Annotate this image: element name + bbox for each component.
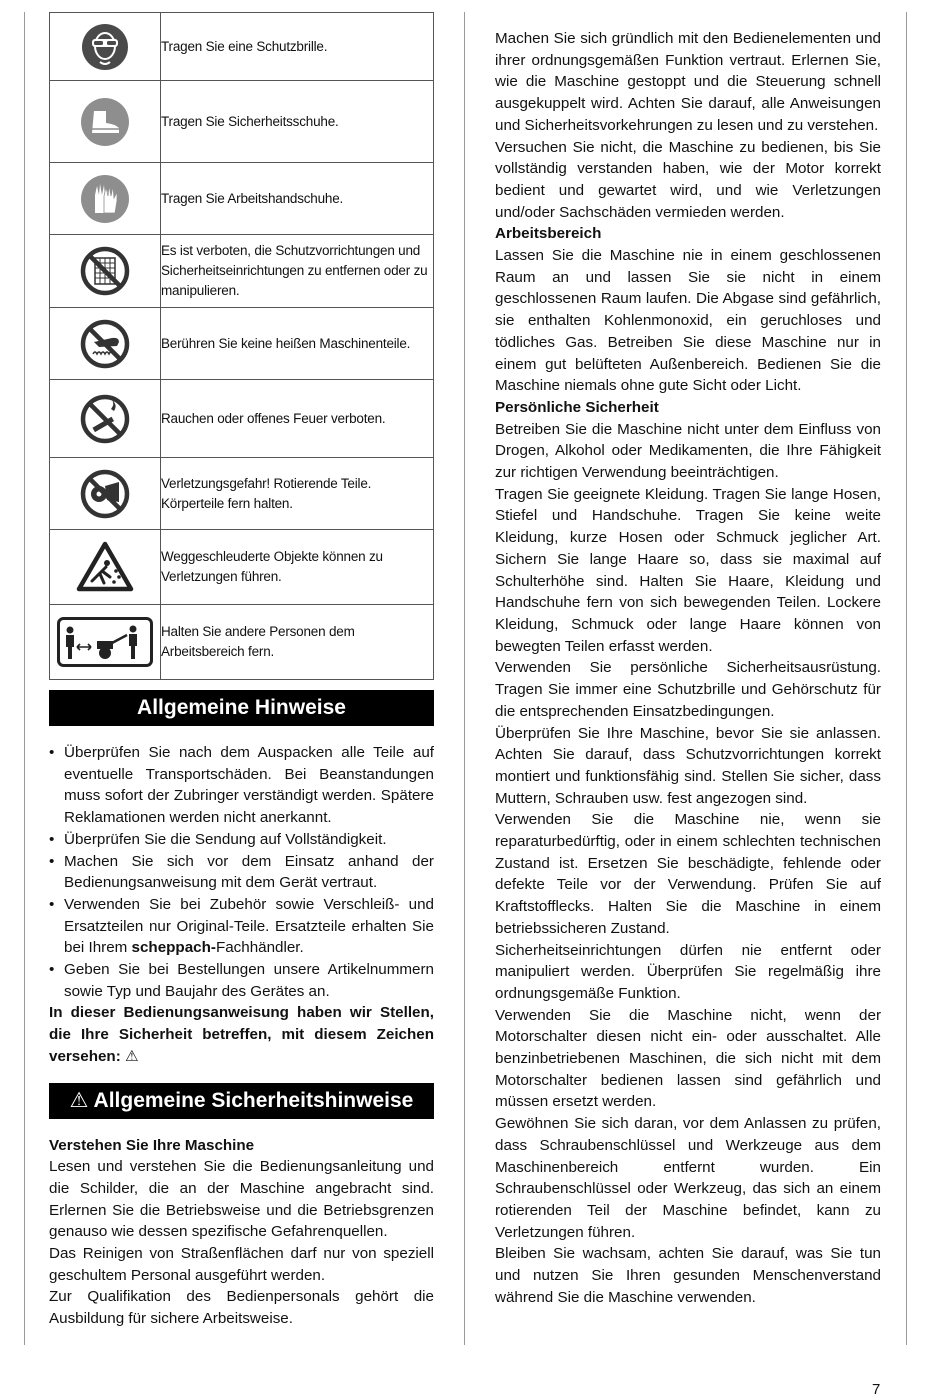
list-item: • Machen Sie sich vor dem Einsatz anhand der Bedienungsanweisung mit dem Gerät vertraut. bbox=[49, 851, 434, 894]
symbol-row bbox=[50, 163, 434, 235]
paragraph: Verwenden Sie die Maschine nicht, wenn der Motorschalter diesen nicht ein- oder ausschaltet. Alle benzinbetriebenen Maschinen, die sich nicht mit dem Motorschalter bedienen lassen sind gefährlich und müssen ersetzt werden. bbox=[495, 1006, 881, 1111]
paragraph: Verwenden Sie persönliche Sicherheitsausrüstung. Tragen Sie immer eine Schutzbrille und Gehörschutz für die entsprechenden Einsatzbedingungen. bbox=[495, 659, 881, 720]
no-smoking-icon bbox=[79, 393, 131, 445]
paragraph: Lesen und verstehen Sie die Bedienungsanleitung und die Schilder, die an der Maschine angebracht sind. Erlernen Sie die Betriebsweise und die Betriebsgrenzen genauso wie dessen spezifische Gefahrenquellen. bbox=[49, 1158, 434, 1241]
understand-machine-title: Verstehen Sie Ihre Maschine bbox=[49, 1136, 255, 1154]
paragraph: Das Reinigen von Straßenflächen darf nur von speziell geschultem Personal ausgeführt werden. bbox=[49, 1245, 434, 1284]
safety-shoes-icon bbox=[79, 96, 131, 148]
paragraph: Tragen Sie geeignete Kleidung. Tragen Sie lange Hosen, Stiefel und Handschuhe. Tragen Sie keine weite Kleidung, kurze Hosen oder Schmuck jeglicher Art. Sichern Sie lange Haare so, dass sie maximal auf Schulterhöhe sind. Halten Sie Haare, Kleidung und Handschuhe fern von sich bewegenden Teilen. Lockere Kleidung, Schmuck oder lange Haare können von bewegten Teilen erfasst werden. bbox=[495, 485, 881, 655]
symbol-cell bbox=[50, 458, 161, 530]
paragraph: Gewöhnen Sie sich daran, vor dem Anlassen zu prüfen, dass Schraubenschlüssel und Werkzeuge aus dem Maschinenbereich entfernt wurden. Ein Schraubenschlüssel oder Werkzeug, das sich an einem rotierenden Teil der Maschine befindet, kann zu Verletzungen führen. bbox=[495, 1115, 881, 1241]
symbol-row bbox=[50, 308, 434, 380]
symbol-cell bbox=[50, 163, 161, 235]
list-item: • Geben Sie bei Bestellungen unsere Artikelnummern sowie Typ und Baujahr des Gerätes an. bbox=[49, 959, 434, 1002]
symbol-text: Halten Sie andere Personen dem Arbeitsbereich fern. bbox=[161, 605, 434, 680]
symbol-row bbox=[50, 81, 434, 163]
brand-name: scheppach- bbox=[131, 939, 216, 957]
paragraph: Verwenden Sie die Maschine nie, wenn sie reparaturbedürftig, oder in einem schlechten technischen Zustand ist. Ersetzen Sie beschädigte, fehlende oder defekte Teile vor der Verwendung. Prüfen Sie auf Kraftstofflecks. Halten Sie die Maschine in einem betriebssicheren Zustand. bbox=[495, 811, 881, 937]
thrown-objects-warning-icon bbox=[76, 541, 134, 593]
symbol-row bbox=[50, 530, 434, 605]
symbol-cell bbox=[50, 530, 161, 605]
symbol-text: Tragen Sie Arbeitshandschuhe. bbox=[161, 163, 434, 235]
general-notes-heading: Allgemeine Hinweise bbox=[49, 690, 434, 726]
list-item bbox=[49, 894, 434, 959]
list-item-text: Fachhändler. bbox=[215, 939, 304, 957]
symbol-cell bbox=[50, 81, 161, 163]
safety-symbols-table bbox=[49, 12, 434, 680]
paragraph: Versuchen Sie nicht, die Maschine zu bedienen, bis Sie vollständig verstanden haben, wie der Motor korrekt bedient und gewartet wird, und wie Verletzungen und/oder Sachschäden vermieden werden. bbox=[495, 138, 881, 221]
warning-triangle-icon: ⚠ bbox=[125, 1047, 139, 1065]
paragraph: Betreiben Sie die Maschine nicht unter dem Einfluss von Drogen, Alkohol oder Medikamenten, die Ihre Fähigkeit zur richtigen Verwendung beeinträchtigen. bbox=[495, 420, 881, 482]
right-column bbox=[495, 28, 881, 1308]
symbol-cell bbox=[50, 308, 161, 380]
symbol-text: Rauchen oder offenes Feuer verboten. bbox=[161, 380, 434, 458]
safety-goggles-icon bbox=[80, 22, 130, 72]
symbol-row bbox=[50, 380, 434, 458]
general-notes-list bbox=[49, 742, 434, 1002]
personal-safety-title: Persönliche Sicherheit bbox=[495, 398, 659, 416]
paragraph: Bleiben Sie wachsam, achten Sie darauf, was Sie tun und nutzen Sie Ihren gesunden Menschenverstand während Sie die Maschine verwenden. bbox=[495, 1245, 881, 1306]
list-item-text: Verwenden Sie bei Zubehör sowie Verschleiß- und Ersatzteilen nur Original-Teile. Ersatzteile erhalten Sie bei Ihrem bbox=[64, 895, 434, 957]
paragraph: Lassen Sie die Maschine nie in einem geschlossenen Raum an und lassen Sie sie nicht in einem geschlossenen Raum laufen. Die Abgase sind gefährlich, sie enthalten Kohlenmonoxid, ein geruchloses und tödliches Gas. Betreiben Sie diese Maschine nur in einem gut belüfteten Außenbereich. Bedienen Sie die Maschine niemals ohne gute Sicht oder Licht. bbox=[495, 247, 881, 395]
list-item: • Überprüfen Sie nach dem Auspacken alle Teile auf eventuelle Transportschäden. Bei Beanstandungen muss sofort der Zubringer verständigt werden. Spätere Reklamationen werden nicht anerkannt. bbox=[49, 742, 434, 829]
keep-bystanders-away-icon bbox=[57, 617, 153, 667]
no-removing-guards-icon bbox=[79, 245, 131, 297]
symbol-cell bbox=[50, 605, 161, 680]
work-area-title: Arbeitsbereich bbox=[495, 225, 602, 243]
list-item: • Überprüfen Sie die Sendung auf Vollständigkeit. bbox=[49, 829, 434, 851]
paragraph: Sicherheitseinrichtungen dürfen nie entfernt oder manipuliert werden. Überprüfen Sie regelmäßig ihre ordnungsgemäße Funktion. bbox=[495, 941, 881, 1002]
safety-heading: ⚠ Allgemeine Sicherheitshinweise bbox=[49, 1083, 434, 1119]
column-divider-rule bbox=[464, 12, 465, 1345]
paragraph: Machen Sie sich gründlich mit den Bedienelementen und ihrer ordnungsgemäßen Funktion vertraut. Erlernen Sie, wie die Maschine gestoppt und die Steuerung schnell ausgekuppelt wird. Achten Sie darauf, alle Anweisungen und Sicherheitsvorkehrungen zu lesen und zu verstehen. bbox=[495, 30, 881, 134]
rotating-parts-icon bbox=[79, 468, 131, 520]
symbol-text: Tragen Sie Sicherheitsschuhe. bbox=[161, 81, 434, 163]
symbol-cell bbox=[50, 235, 161, 308]
symbol-cell bbox=[50, 13, 161, 81]
left-column bbox=[49, 12, 434, 1330]
symbol-row bbox=[50, 13, 434, 81]
symbol-text: Verletzungsgefahr! Rotierende Teile. Körperteile fern halten. bbox=[161, 458, 434, 530]
symbol-text: Tragen Sie eine Schutzbrille. bbox=[161, 13, 434, 81]
right-margin-rule bbox=[906, 12, 907, 1345]
symbol-text: Berühren Sie keine heißen Maschinenteile. bbox=[161, 308, 434, 380]
symbol-text: Es ist verboten, die Schutzvorrichtungen und Sicherheitseinrichtungen zu entfernen oder zu manipulieren. bbox=[161, 235, 434, 308]
safety-symbol-note bbox=[49, 1002, 434, 1067]
symbol-row bbox=[50, 458, 434, 530]
symbol-cell bbox=[50, 380, 161, 458]
work-gloves-icon bbox=[79, 173, 131, 225]
left-margin-rule bbox=[24, 12, 25, 1345]
no-touching-hot-parts-icon bbox=[79, 318, 131, 370]
note-text: In dieser Bedienungsanweisung haben wir Stellen, die Ihre Sicherheit betreffen, mit diesem Zeichen versehen: bbox=[49, 1004, 434, 1065]
page-number: 7 bbox=[872, 1381, 881, 1398]
symbol-row bbox=[50, 605, 434, 680]
symbol-text: Weggeschleuderte Objekte können zu Verletzungen führen. bbox=[161, 530, 434, 605]
paragraph: Überprüfen Sie Ihre Maschine, bevor Sie sie anlassen. Achten Sie darauf, dass Schutzvorrichtungen korrekt montiert und funktionsfähig sind. Stellen Sie sicher, dass Muttern, Schrauben usw. fest angezogen sind. bbox=[495, 724, 881, 807]
paragraph: Zur Qualifikation des Bedienpersonals gehört die Ausbildung für sichere Arbeitsweise. bbox=[49, 1288, 434, 1328]
symbol-row bbox=[50, 235, 434, 308]
